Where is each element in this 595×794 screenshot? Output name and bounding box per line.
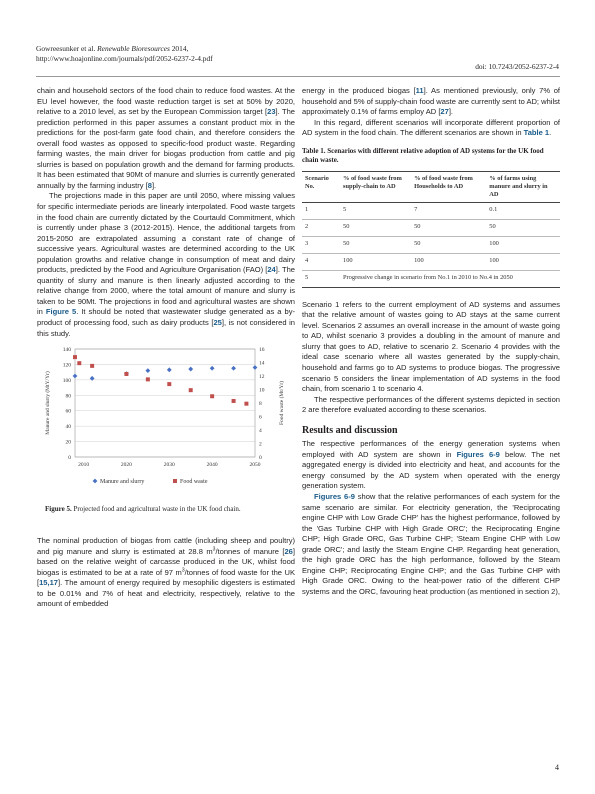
figure-link[interactable]: Figures 6-9: [456, 449, 500, 459]
data-point-food-waste: [77, 361, 81, 365]
y-tick-label-left: 120: [62, 362, 71, 369]
y-tick-label-left: 100: [62, 377, 71, 384]
data-point-food-waste: [124, 372, 128, 376]
header-journal: Renewable Bioresources: [97, 44, 170, 53]
right-paragraph-3: Scenario 1 refers to the current employment of AD systems and assumes that the relative amount of wastes going to AD stays at the same current level. Scenarios 2 assumes an overall increase in the amount of waste going to AD, whilst scenario 3 provides a doubling in the amount of manure and slurry that goes to AD, relative to scenario 2. Scenario 4 provides with the ideal case scenario where all wastes generated by the supply-chain, household and farms go to AD systems to produce biogas. The progressive scenario 5 considers the linear implementation of AD systems in the food chain, from scenario 1 to scenario 4.: [302, 299, 560, 394]
header-url[interactable]: http://www.hoajonline.com/journals/pdf/2052-6237-2-4.pdf: [36, 54, 213, 63]
table-cell: Progressive change in scenario from No.1 in 2010 to No.4 in 2050: [340, 270, 560, 287]
legend-label-manure: Manure and slurry: [100, 479, 145, 486]
y-tick-label-right: 10: [259, 387, 265, 394]
y-tick-label-right: 6: [259, 414, 262, 421]
y-tick-label-right: 8: [259, 401, 262, 408]
right-paragraph-5: The respective performances of the energy generation systems when employed with AD system are shown in Figures 6-9 below. The net aggregated energy is divided into electricity and heat, and accounts for the energy consumed by the AD system when operated with the energy generation system.: [302, 439, 560, 491]
table-link[interactable]: Table 1: [523, 128, 550, 138]
header-doi[interactable]: doi: 10.7243/2052-6237-2-4: [475, 62, 559, 71]
x-tick-label: 2040: [206, 462, 218, 469]
data-point-food-waste: [210, 394, 214, 398]
table-row: [302, 202, 560, 219]
y-tick-label-left: 80: [65, 393, 71, 400]
table-header-cell: % of food waste from Households to AD: [411, 171, 486, 202]
data-point-manure: [145, 368, 150, 373]
x-tick-label: 2030: [163, 462, 175, 469]
left-paragraph-3: The nominal production of biogas from cattle (including sheep and poultry) and pig manure and slurry is estimated at 28.8 $m^3$/tonnes of manure [26] based on the relative weight of carcasse produced in the UK, whilst food biogas is estimated to be at a rate of 97 $m^3$/tonnes of food waste for the UK [15,17]. The amount of energy required by mesophilic digesters is estimated to be 0.01% and 7% of heat and electricity, respectively, relative to the amount of embedded: [37, 536, 295, 609]
section-title: Results and discussion: [302, 424, 398, 436]
table-cell: 50: [411, 219, 486, 236]
running-header: [36, 44, 213, 64]
data-point-food-waste: [189, 388, 193, 392]
y-tick-label-right: 14: [259, 360, 265, 367]
data-point-manure: [231, 366, 236, 371]
y-tick-label-right: 12: [259, 374, 265, 381]
figure-5-caption: Figure 5. Projected food and agricultural waste in the UK food chain.: [45, 505, 241, 514]
y-tick-label-right: 16: [259, 347, 265, 354]
table-cell: 100: [340, 253, 411, 270]
data-point-food-waste: [232, 399, 236, 403]
y-tick-label-left: 0: [68, 455, 71, 462]
table-row: [302, 219, 560, 236]
right-paragraph-6: Figures 6-9 show that the relative performances of each system for the same scenario are similar. For electricity generation, the 'Reciprocating engine CHP with Low Grade CHP' has the highest performance, followed by the 'Gas Turbine CHP with High Grade ORC'; the Reciprocating Engine CHP; High Grade ORC, Gas Turbine CHP; 'Steam Engine CHP with Low grade ORC'; and lastly the Steam Engine CHP. Regarding heat generation, the high grade ORC has the high performance, followed by the Steam Engine CHP; Reciprocating Engine CHP; and the Gas Turbine CHP with High Grade ORC. Owing to the heat-power ratio of the different CHP systems and the ORC, favouring heat production (as mentioned in section 2),: [302, 492, 560, 596]
y-tick-label-right: 2: [259, 441, 262, 448]
y-tick-label-left: 140: [62, 347, 71, 354]
data-point-food-waste: [244, 402, 248, 406]
figure-5-chart: [37, 341, 295, 501]
table-1-caption: Table 1. Scenarios with different relative adoption of AD systems for the UK food chain waste.: [302, 146, 544, 164]
citation-link[interactable]: 26: [284, 546, 293, 556]
left-paragraph-1: chain and household sectors of the food chain to reduce food wastes. At the EU level however, the food waste reduction target is set at 50% by 2020, relative to a 2010 level, as set by the European Commission target [23]. The prediction performed in this paper assumes a constant product mix in the predictions for the post-farm gate food chain, and therefore considers the overall food wastes as opposed to specific-food product waste. Regarding farming wastes, the main driver for biogas production from cattle and pig slurries is based on population growth and the demand for farming products. It has been estimated that 90Mt of manure and slurries is currently generated annually by the farming industry [8].: [37, 86, 295, 190]
table-cell: 100: [411, 253, 486, 270]
data-point-food-waste: [146, 378, 150, 382]
y-axis-title-right: Food waste (Mt/Yr): [279, 381, 285, 426]
chart-svg: [37, 341, 295, 501]
data-point-manure: [167, 368, 172, 373]
citation-link[interactable]: 27: [440, 107, 449, 117]
x-tick-label: 2020: [120, 462, 132, 469]
table-header-cell: % of food waste from supply-chain to AD: [340, 171, 411, 202]
citation-link[interactable]: 25: [213, 318, 222, 328]
data-point-food-waste: [167, 382, 171, 386]
x-tick-label: 2010: [78, 462, 90, 469]
table-1: [302, 171, 560, 288]
table-cell: 5: [302, 270, 340, 287]
table-cell: 5: [340, 202, 411, 219]
y-tick-label-left: 40: [65, 424, 71, 431]
citation-link[interactable]: 15,17: [39, 578, 58, 588]
plot-frame: [75, 349, 255, 457]
citation-link[interactable]: 11: [415, 86, 424, 95]
y-axis-title-left: Manure and slurry (MtY/Yr): [45, 371, 51, 435]
table-cell: 50: [340, 219, 411, 236]
legend-marker-food-waste: [173, 479, 177, 483]
data-point-manure: [73, 374, 78, 379]
y-tick-label-left: 20: [65, 439, 71, 446]
table-cell: 50: [486, 219, 560, 236]
table-cell: 3: [302, 236, 340, 253]
header-divider: [36, 76, 560, 77]
table-cell: 50: [411, 236, 486, 253]
header-year: 2014,: [169, 44, 189, 53]
table-cell: 1: [302, 202, 340, 219]
data-point-food-waste: [90, 364, 94, 368]
data-point-manure: [253, 365, 258, 370]
table-row: [302, 236, 560, 253]
table-header-cell: % of farms using manure and slurry in AD: [486, 171, 560, 202]
table-cell: 100: [486, 253, 560, 270]
table-cell: 7: [411, 202, 486, 219]
figure-link[interactable]: Figures 6-9: [314, 492, 355, 502]
citation-link[interactable]: 24: [267, 265, 276, 275]
right-column: [302, 86, 560, 598]
page-number: 4: [555, 763, 559, 772]
y-tick-label-left: 60: [65, 408, 71, 415]
legend-label-food-waste: Food waste: [180, 479, 208, 486]
legend-marker-manure: [93, 479, 98, 484]
right-paragraph-1: energy in the produced biogas [11]. As mentioned previously, only 7% of household and 5% of supply-chain food waste are currently sent to AD; whilst approximately 0.1% of farms employ AD [27].: [302, 86, 561, 117]
table-cell: 100: [486, 236, 560, 253]
table-header-cell: Scenario No.: [302, 171, 340, 202]
left-paragraph-2: The projections made in this paper are until 2050, where missing values for specific intermediate periods are linearly interpolated. Food waste targets in the food chain are currently dictated by the Courtauld Commitment, which is currently under phase 3 (2012-2015). Hence, the additional targets from 2015-2050 are extrapolated assuming a constant rate of change of successive years. Agricultural wastes are determined according to the UK population growths and relative change in consumption of meat and dairy products, predicted by the Food and Agriculture Organisation (FAO) [24]. The quantity of slurry and manure is then linearly adjusted according to the relative change from 2000, where the total amount of manure and slurry is taken to be 90Mt. The projections in food and agricultural wastes are shown in Figure 5. It should be noted that wastewater sludge generated as a by-product of processing food, such as dairy products [25], is not considered in this study.: [37, 191, 295, 338]
data-point-manure: [210, 366, 215, 371]
header-authors: Gowreesunker et al.: [36, 44, 98, 53]
y-tick-label-right: 4: [259, 428, 262, 435]
data-point-manure: [188, 367, 193, 372]
data-point-food-waste: [73, 355, 77, 359]
figure-link[interactable]: Figure 5: [45, 307, 77, 317]
y-tick-label-right: 0: [259, 455, 262, 462]
table-cell: 2: [302, 219, 340, 236]
table-cell: 0.1: [486, 202, 560, 219]
table-header-row: [302, 171, 560, 202]
table-cell: 50: [340, 236, 411, 253]
citation-link[interactable]: 8: [147, 180, 152, 190]
x-tick-label: 2050: [249, 462, 261, 469]
citation-link[interactable]: 23: [267, 107, 276, 117]
right-paragraph-2: In this regard, different scenarios will incorporate different proportion of AD system in the food chain. The different scenarios are shown in Table 1.: [302, 117, 560, 138]
left-column: [37, 86, 295, 610]
table-row: [302, 253, 560, 270]
table-cell: 4: [302, 253, 340, 270]
table-row: [302, 270, 560, 287]
right-paragraph-4: The respective performances of the different systems depicted in section 2 are therefore evaluated according to these scenarios.: [302, 394, 560, 415]
